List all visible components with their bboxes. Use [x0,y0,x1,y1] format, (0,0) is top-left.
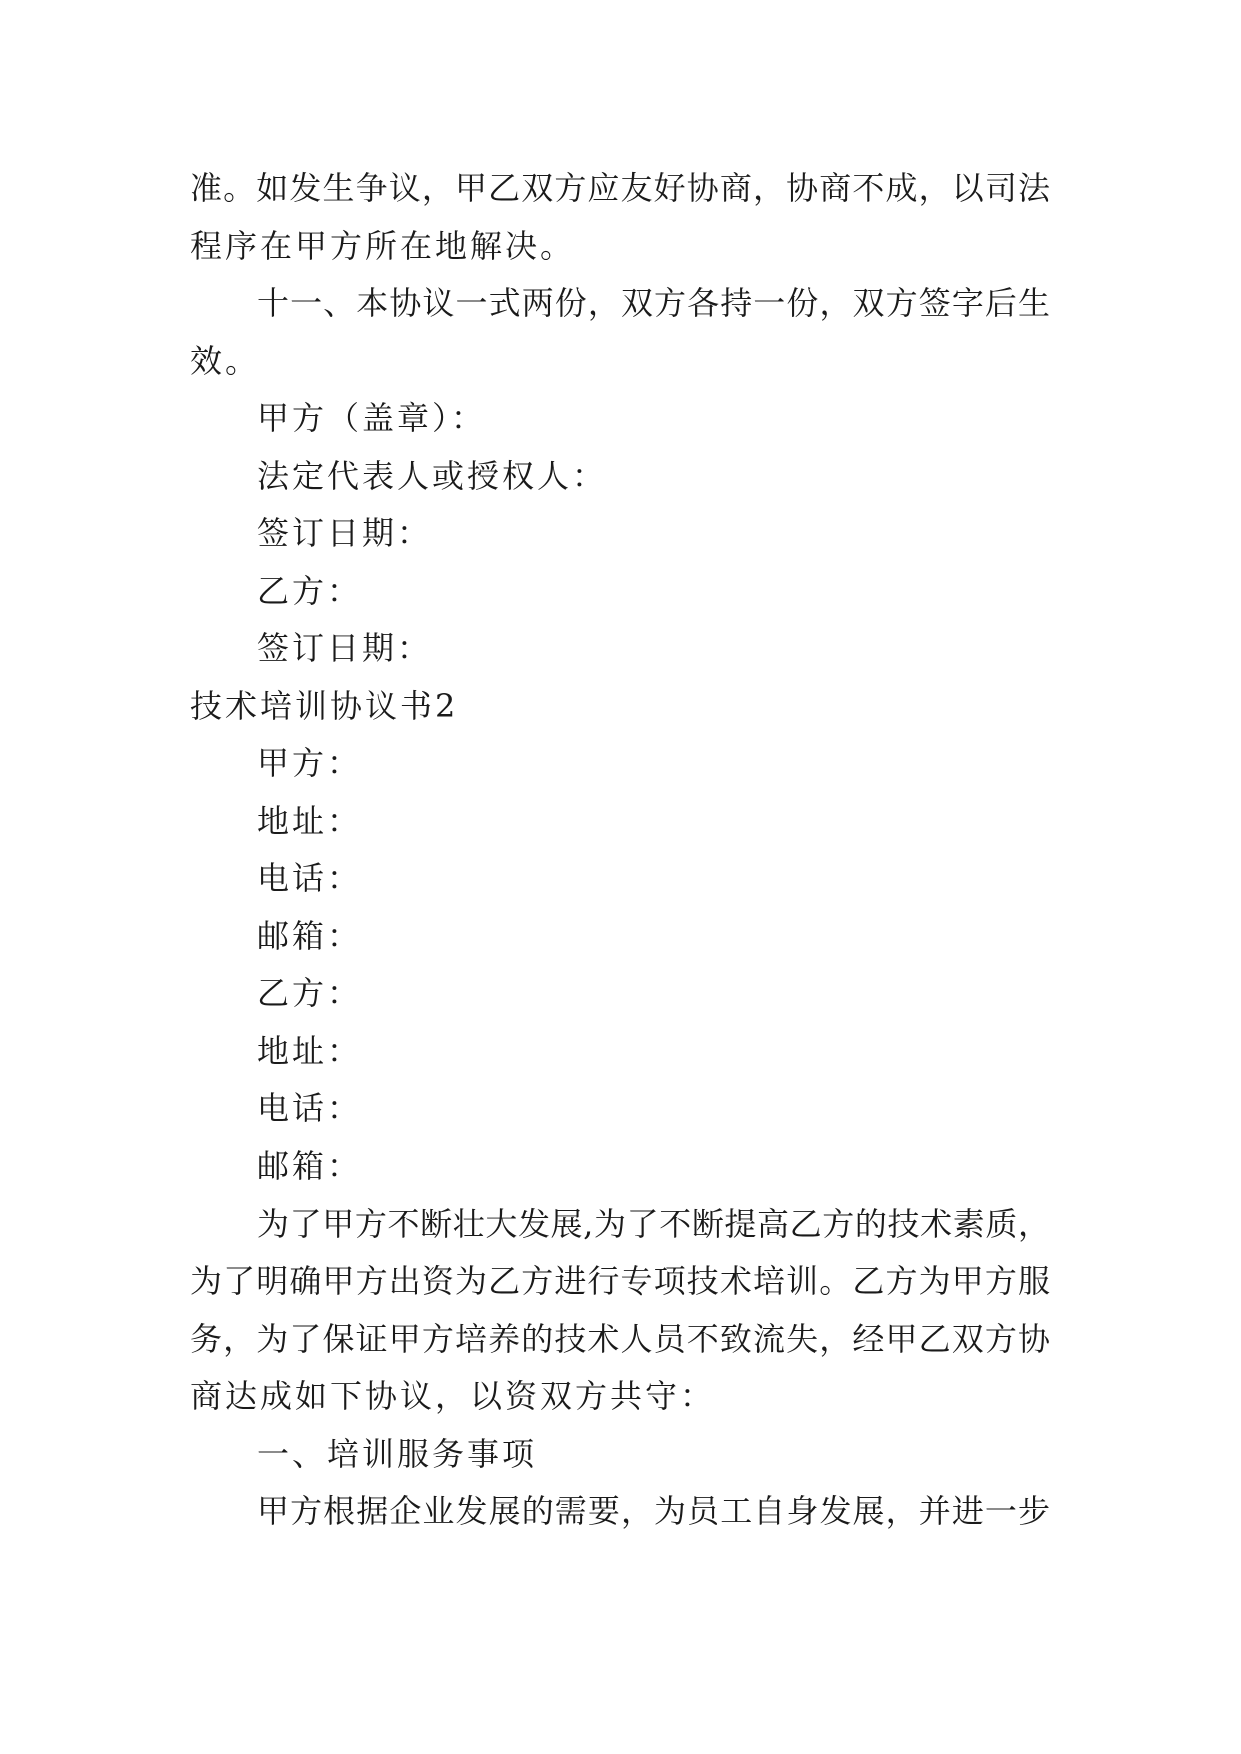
paragraph-line: 商达成如下协议，以资双方共守： [190,1377,716,1415]
paragraph-line: 十一、本协议一式两份，双方各持一份，双方签字后生 [257,284,1050,322]
party-field-label: 邮箱： [257,1147,363,1185]
party-field-label: 地址： [257,802,363,840]
signature-field-label: 甲方（盖章）： [257,399,487,437]
signature-field-label: 法定代表人或授权人： [257,457,608,495]
paragraph-line: 程序在甲方所在地解决。 [190,227,576,265]
clause-heading: 一、培训服务事项 [257,1435,538,1473]
section-title: 技术培训协议书2 [190,687,459,725]
party-field-label: 乙方： [257,974,363,1012]
signature-field-label: 签订日期： [257,514,433,552]
party-field-label: 地址： [257,1032,363,1070]
paragraph-line: 务，为了保证甲方培养的技术人员不致流失，经甲乙双方协 [190,1320,1050,1358]
paragraph-line: 为了甲方不断壮大发展,为了不断提高乙方的技术素质， [257,1205,1050,1243]
paragraph-line: 效。 [190,342,261,380]
signature-field-label: 乙方： [257,572,363,610]
party-field-label: 邮箱： [257,917,363,955]
paragraph-line: 甲方根据企业发展的需要，为员工自身发展，并进一步 [257,1492,1050,1530]
signature-field-label: 签订日期： [257,629,433,667]
party-field-label: 电话： [257,859,363,897]
paragraph-line: 准。如发生争议，甲乙双方应友好协商，协商不成，以司法 [190,169,1050,207]
paragraph-line: 为了明确甲方出资为乙方进行专项技术培训。乙方为甲方服 [190,1262,1050,1300]
party-field-label: 电话： [257,1089,363,1127]
party-field-label: 甲方： [257,744,363,782]
